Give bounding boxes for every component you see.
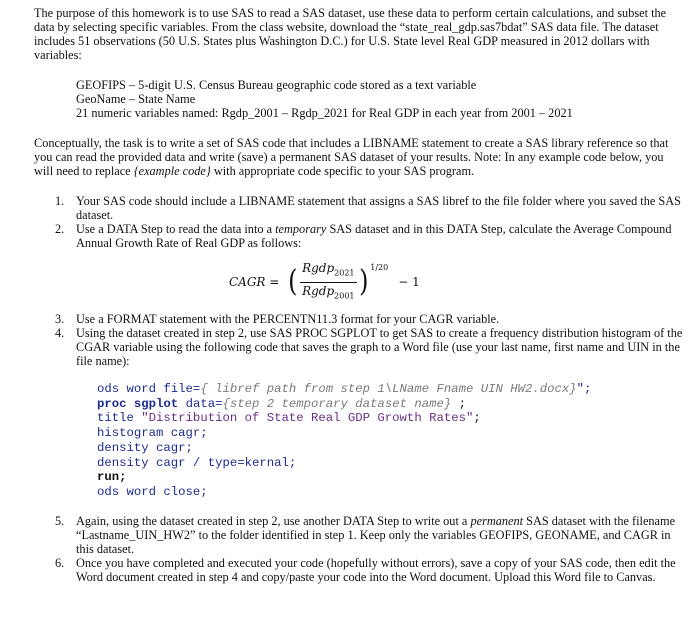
task-text: SAS dataset and in this DATA Step, calculate the Average Compound Annual Growth Rate of Real GDP as follows: [76, 222, 672, 250]
code-line-4: histogram cagr; [97, 426, 208, 441]
task-text: Use a DATA Step to read the data into a [76, 222, 276, 236]
code-line-8: ods word close; [97, 484, 208, 499]
task-item-6 [34, 556, 684, 584]
concept-placeholder: {example code} [133, 164, 211, 178]
code-line-1: ods word file={ libref path from step 1\LName Fname UIN HW2.docx}"; [97, 382, 592, 396]
formula-numerator: Rgdp$_{2021}$ [300, 261, 356, 282]
task-text: Your SAS code should include a LIBNAME statement that assigns a SAS libref to the file folder where you saved the SAS dataset. [76, 194, 681, 222]
task-number: 3. [55, 312, 65, 326]
formula-denominator: Rgdp$_{2001}$ [302, 283, 355, 300]
code-line-6: density cagr / type=kernal; [97, 455, 297, 470]
variable-geoname: GeoName – State Name [76, 92, 196, 106]
intro-paragraph: The purpose of this homework is to use SAS to read a SAS dataset, use these data to perform certain calculations, and subset the data by selecting specific variables. From the class website, download the “state_real_gdp.sas7bdat” SAS data file. The dataset includes 51 observations (50 U.S. States plus Washington D.C.) for U.S. State level Real GDP measured in 2012 dollars with variables: [34, 6, 667, 62]
task-number: 1. [55, 194, 65, 208]
left-paren: ( [288, 264, 298, 299]
task-emphasis: permanent [470, 513, 524, 528]
code-line-3: title "Distribution of State Real GDP Growth Rates"; [97, 411, 481, 426]
formula-lhs: CAGR = [229, 275, 280, 289]
task-item-5 [34, 514, 684, 556]
cagr-formula [34, 260, 684, 304]
task-text: Again, using the dataset created in step 2, use another DATA Step to write out a [76, 513, 471, 528]
task-emphasis: temporary [275, 222, 327, 236]
concept-paragraph [34, 136, 684, 178]
task-item-1 [34, 194, 684, 222]
formula-exponent: 1/20 [370, 263, 389, 272]
task-text: Use a FORMAT statement with the PERCENTN11.3 format for your CAGR variable. [76, 312, 500, 326]
task-number: 6. [55, 555, 65, 570]
task-item-4 [34, 326, 684, 368]
task-list [34, 194, 684, 250]
task-number: 5. [55, 513, 65, 528]
task-number: 2. [55, 222, 65, 236]
task-list-continued [34, 312, 684, 368]
task-list-final [34, 514, 684, 584]
sas-code-block [97, 382, 684, 500]
task-number: 4. [55, 326, 65, 340]
task-item-2 [34, 222, 684, 250]
right-paren: ) [358, 264, 369, 299]
concept-text-before: Conceptually, the task is to write a set of SAS code that includes a LIBNAME statement to create a SAS library reference so that you can read the provided data and write (save) a permanent SAS dataset of your results. Note: In any example code below, you will need to replace [34, 136, 669, 178]
task-text: Using the dataset created in step 2, use SAS PROC SGPLOT to get SAS to create a frequency distribution histogram of the CGAR variable using the following code that saves the graph to a Word file (use your last name, first name and UIN in the file name): [76, 326, 683, 368]
formula-fraction [300, 261, 356, 303]
task-text: SAS dataset with the filename “Lastname_UIN_HW2” to the folder identified in step 1. Keep only the variables GEOFIPS, GEONAME, and CAGR in this dataset. [76, 513, 676, 556]
variable-list [76, 78, 684, 120]
task-item-3 [34, 312, 684, 326]
code-line-2: proc sgplot data={step 2 temporary dataset name} ; [97, 396, 466, 411]
formula-minus-one: − 1 [398, 275, 420, 289]
task-text: Once you have completed and executed your code (hopefully without errors), save a copy of your SAS code, then edit the Word document created in step 4 and copy/paste your code into the Word document. Upload this Word file to Canvas. [76, 555, 676, 584]
code-line-7: run; [97, 470, 127, 485]
variable-rgdp: 21 numeric variables named: Rgdp_2001 – Rgdp_2021 for Real GDP in each year from 2001 – 2021 [76, 106, 573, 120]
variable-geofips: GEOFIPS – 5-digit U.S. Census Bureau geographic code stored as a text variable [76, 78, 477, 92]
code-line-5: density cagr; [97, 440, 193, 455]
concept-text-after: with appropriate code specific to your SAS program. [210, 164, 475, 178]
